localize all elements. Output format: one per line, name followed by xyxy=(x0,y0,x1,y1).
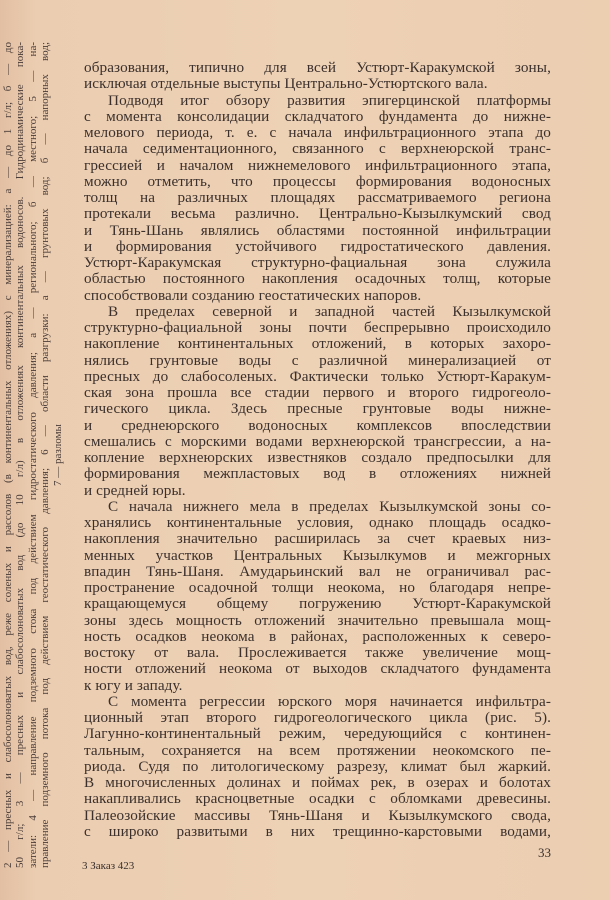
text-line: областью постоянного накопления осадочных толщ, которые xyxy=(84,270,551,288)
text-line: грессией и началом нижнемелового инфильтрационного этапа, xyxy=(84,156,551,174)
text-line: копление верхнеюрских известняков создало предпосылки для xyxy=(84,449,551,466)
text-line: В пределах северной и западной частей Кызылкумской xyxy=(108,302,551,320)
text-line: можно отметить, что процессы формирования водоносных xyxy=(84,172,551,190)
paragraph xyxy=(84,694,551,840)
text-line: Палеозойские массивы Тянь-Шаня и Кызылкумского свода, xyxy=(84,806,551,824)
text-line: тальным, сохраняется на всем протяжении неокомского пе- xyxy=(84,741,551,759)
text-line: мелового периода, т. е. с начала инфильтрационного этапа до xyxy=(84,124,551,141)
text-line: пространение осадочной толщи неокома, но благодаря непре- xyxy=(84,579,551,596)
body-text xyxy=(84,60,551,840)
text-line: с широко развитыми в них трещинно-карстовыми водами, xyxy=(84,822,551,840)
text-line: кращающемуся общему погружению Устюрт-Каракумской xyxy=(84,595,551,613)
text-line: ская зона прошла все стадии первого и второго гидрогеоло- xyxy=(84,384,551,401)
text-line: структурно-фациальной зоны почти беспрерывно происходило xyxy=(84,319,551,336)
text-line: и Тянь-Шань являлись областями постоянной инфильтрации xyxy=(84,221,551,239)
text-line: формирования межпластовых вод в отложениях нижней xyxy=(84,465,551,483)
text-line: протекали весьма различно. Центрально-Кызылкумский свод xyxy=(84,205,551,223)
paragraph xyxy=(84,93,551,304)
text-line: образования, типично для всей Устюрт-Каракумской зоны, xyxy=(84,59,551,76)
text-line: толщ на различных площадях рассматриваемого региона xyxy=(84,189,551,206)
text-line: Подводя итог обзору развития эпигерцинской платформы xyxy=(108,91,551,109)
text-line: Устюрт-Каракумская структурно-фациальная зона служила xyxy=(84,254,551,271)
paragraph xyxy=(84,499,551,694)
text-line: с момента консолидации складчатого фундамента до нижне- xyxy=(84,107,551,125)
text-line: пресных до слабосоленых. Фактически только Устюрт-Каракум- xyxy=(84,367,551,385)
text-line: накапливались красноцветные осадки с обломками древесины. xyxy=(84,790,551,808)
text-line: и средней юры. xyxy=(84,481,186,499)
text-line: накопление континентальных отложений, в которых захоро- xyxy=(84,335,551,353)
text-line: накопления значительно расширилась за счет краевых низ- xyxy=(84,530,551,548)
text-line: хранялись континентальные условия, однако площадь осадко- xyxy=(84,514,551,531)
text-line: нялись грунтовые воды с различной минерализацией от xyxy=(84,351,551,369)
text-line: гического цикла. Здесь пресные грунтовые воды нижне- xyxy=(84,400,551,418)
caption-line: 7 — разломы xyxy=(51,424,64,486)
text-line: С момента регрессии юрского моря начинается инфильтра- xyxy=(108,692,551,710)
text-line: востоку от вала. Прослеживается также увеличение мощ- xyxy=(84,644,551,661)
page-number: 33 xyxy=(538,845,551,860)
text-line: способствовали созданию геостатических напоров. xyxy=(84,286,422,304)
text-line: ность осадков неокома в районах, расположенных к северо- xyxy=(84,627,551,645)
text-line: и среднеюрского водоносных комплексов впоследствии xyxy=(84,416,551,434)
text-line: риода. Судя по литологическому разрезу, климат был жаркий. xyxy=(84,757,551,775)
text-line: и формирования устойчивого гидростатического давления. xyxy=(84,237,551,255)
text-line: зоны здесь мощность отложений значительно превышала мощ- xyxy=(84,611,551,629)
text-line: ционный этап второго гидрогеологического цикла (рис. 5). xyxy=(84,709,551,726)
caption-line: правление подземного потока под действием геостатического давления; 6 — области разгрузки: а — грунтовых вод; б — напорных вод; xyxy=(39,42,52,868)
text-line: впадин Тянь-Шаня. Амударьинский вал не ограничивал рас- xyxy=(84,562,551,580)
text-line: Лагунно-континентальный режим, чередующийся с континен- xyxy=(84,725,551,743)
paragraph xyxy=(84,60,551,93)
caption-line: 50 г/л; 3 — пресных и слабосолоноватых вод (до 10 г/л) в отложениях континентальных водоносов. Гидродинамические пока- xyxy=(14,42,27,868)
text-line: исключая отдельные выступы Центрально-Устюртского вала. xyxy=(84,75,488,93)
text-line: начала седиментационного, связанного с верхнеюрской транс- xyxy=(84,140,551,158)
text-line: В многочисленных долинах и поймах рек, в озерах и болотах xyxy=(84,774,551,791)
text-line: С начала нижнего мела в пределах Кызылкумской зоны со- xyxy=(108,497,551,515)
caption-line: 2 — пресных и слабосолоноватых вод, реже соленых и рассолов (в континентальных отложениях) с минерализацией: а — до 1 г/л; б — до xyxy=(2,42,14,868)
text-line: ности отложений неокома от выходов складчатого фундамента xyxy=(84,660,551,678)
caption-line: затели: 4 — направление подземного стока под действием гидростатического давления; а — регионального; б — местного; 5 — на- xyxy=(26,42,39,868)
paragraph xyxy=(84,304,551,499)
print-order-signature: 3 Заказ 423 xyxy=(82,860,135,872)
text-line: менных участков Центральных Кызылкумов и межгорных xyxy=(84,546,551,564)
text-line: к югу и западу. xyxy=(84,676,183,694)
text-line: смешались с морскими водами верхнеюрской трансгрессии, а на- xyxy=(84,432,551,450)
rotated-figure-caption xyxy=(2,42,66,868)
